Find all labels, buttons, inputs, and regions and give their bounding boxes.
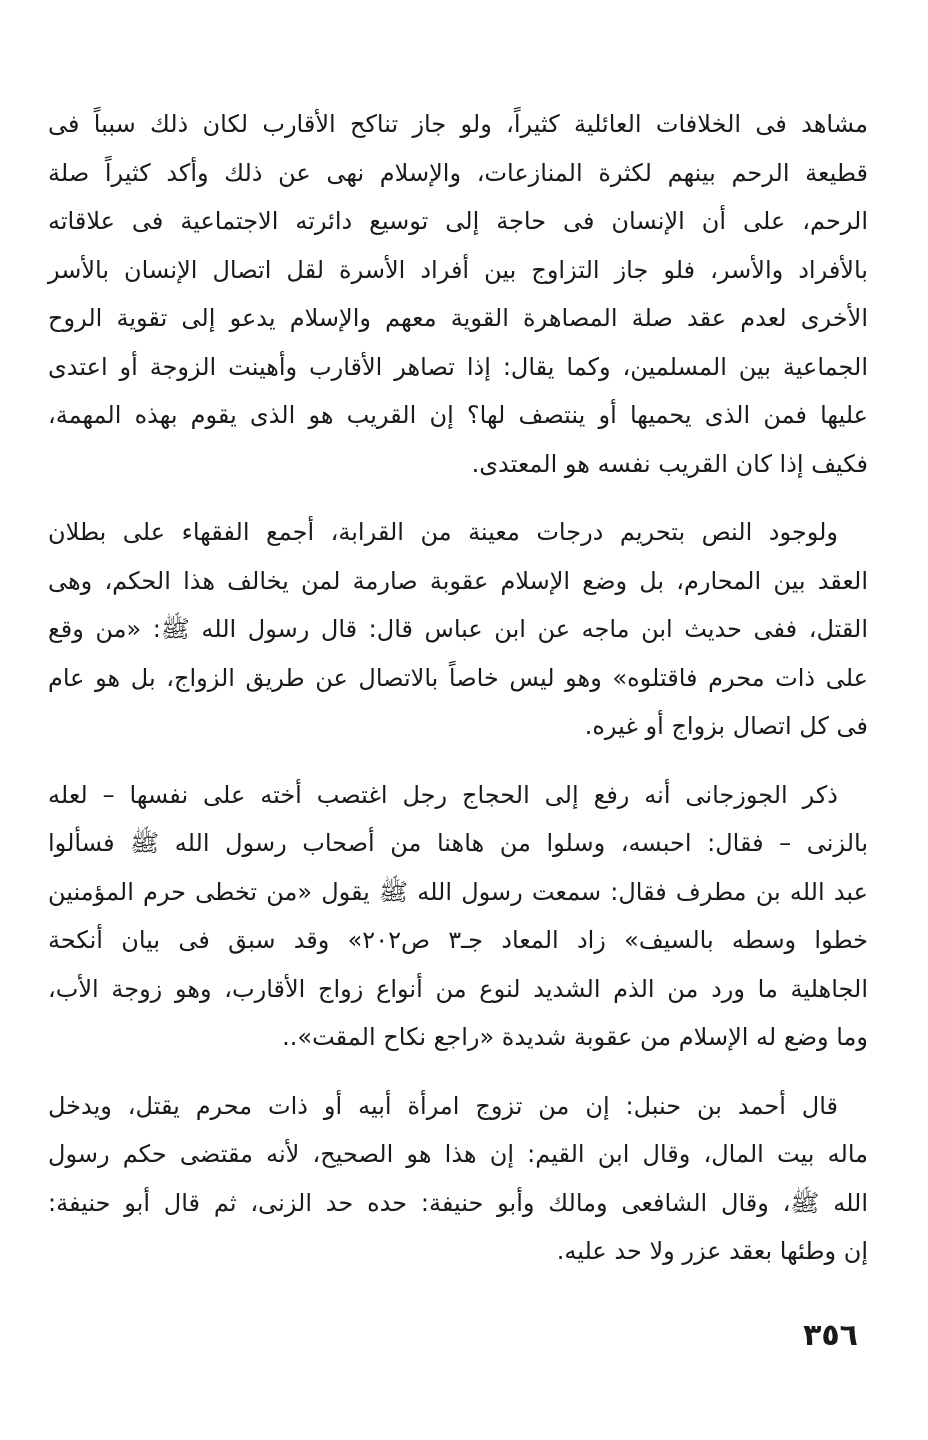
paragraph-3: [48, 771, 868, 1062]
text-line: الرحم، على أن الإنسان فى حاجة إلى توسيع دائرته الاجتماعية فى علاقاته: [48, 207, 868, 235]
text-line: قطيعة الرحم بينهم لكثرة المنازعات، والإسلام نهى عن ذلك وأكد كثيراً صلة: [48, 158, 868, 187]
text-line: بالزنى – فقال: احبسه، وسلوا من هاهنا من أصحاب رسول الله ﷺ فسألوا: [48, 829, 868, 857]
text-line: الجاهلية ما ورد من الذم الشديد لنوع من أنواع زواج الأقارب، وهو زوجة الأب،: [48, 974, 868, 1003]
text-line: ولوجود النص بتحريم درجات معينة من القرابة، أجمع الفقهاء على بطلان: [48, 518, 838, 546]
text-line: بالأفراد والأسر، فلو جاز التزاوج بين أفراد الأسرة لقل اتصال الإنسان بالأسر: [48, 255, 868, 284]
text-line: إن وطئها بعقد عزر ولا حد عليه.: [556, 1237, 868, 1265]
paragraph-2: [48, 508, 868, 751]
text-line: عليها فمن الذى يحميها أو ينتصف لها؟ إن القريب هو الذى يقوم بهذه المهمة،: [48, 401, 868, 429]
text-line: العقد بين المحارم، بل وضع الإسلام عقوبة صارمة لمن يخالف هذا الحكم، وهى: [48, 566, 868, 595]
text-line: على ذات محرم فاقتلوه» وهو ليس خاصاً بالاتصال عن طريق الزواج، بل هو عام: [48, 663, 868, 692]
text-line: قال أحمد بن حنبل: إن من تزوج امرأة أبيه أو ذات محرم يقتل، ويدخل: [48, 1091, 838, 1120]
text-line: ماله بيت المال، وقال ابن القيم: إن هذا هو الصحيح، لأنه مقتضى حكم رسول: [48, 1140, 868, 1168]
text-line: الله ﷺ، وقال الشافعى ومالك وأبو حنيفة: حده حد الزنى، ثم قال أبو حنيفة:: [48, 1188, 868, 1217]
text-line: الأخرى لعدم عقد صلة المصاهرة القوية معهم والإسلام يدعو إلى تقوية الروح: [48, 304, 868, 332]
text-line: وما وضع له الإسلام من عقوبة شديدة «راجع نكاح المقت»..: [282, 1023, 868, 1051]
text-line: ذكر الجوزجانى أنه رفع إلى الحجاج رجل اغتصب أخته على نفسها – لعله: [48, 780, 838, 809]
text-line: مشاهد فى الخلافات العائلية كثيراً، ولو جاز تناكح الأقارب لكان ذلك سبباً فى: [48, 110, 868, 138]
page-body: [48, 100, 868, 1296]
paragraph-4: [48, 1082, 868, 1276]
paragraph-1: [48, 100, 868, 488]
page-number: ٣٥٦: [803, 1318, 858, 1353]
text-line: فى كل اتصال بزواج أو غيره.: [584, 712, 868, 740]
text-line: خطوا وسطه بالسيف» زاد المعاد جـ٣ ص٢٠٢» وقد سبق فى بيان أنكحة: [48, 926, 868, 954]
text-line: الجماعية بين المسلمين، وكما يقال: إذا تصاهر الأقارب وأهينت الزوجة أو اعتدى: [48, 352, 868, 381]
text-line: فكيف إذا كان القريب نفسه هو المعتدى.: [471, 449, 868, 478]
text-line: القتل، ففى حديث ابن ماجه عن ابن عباس قال: قال رسول الله ﷺ: «من وقع: [48, 615, 868, 643]
text-line: عبد الله بن مطرف فقال: سمعت رسول الله ﷺ يقول «من تخطى حرم المؤمنين: [48, 877, 868, 906]
